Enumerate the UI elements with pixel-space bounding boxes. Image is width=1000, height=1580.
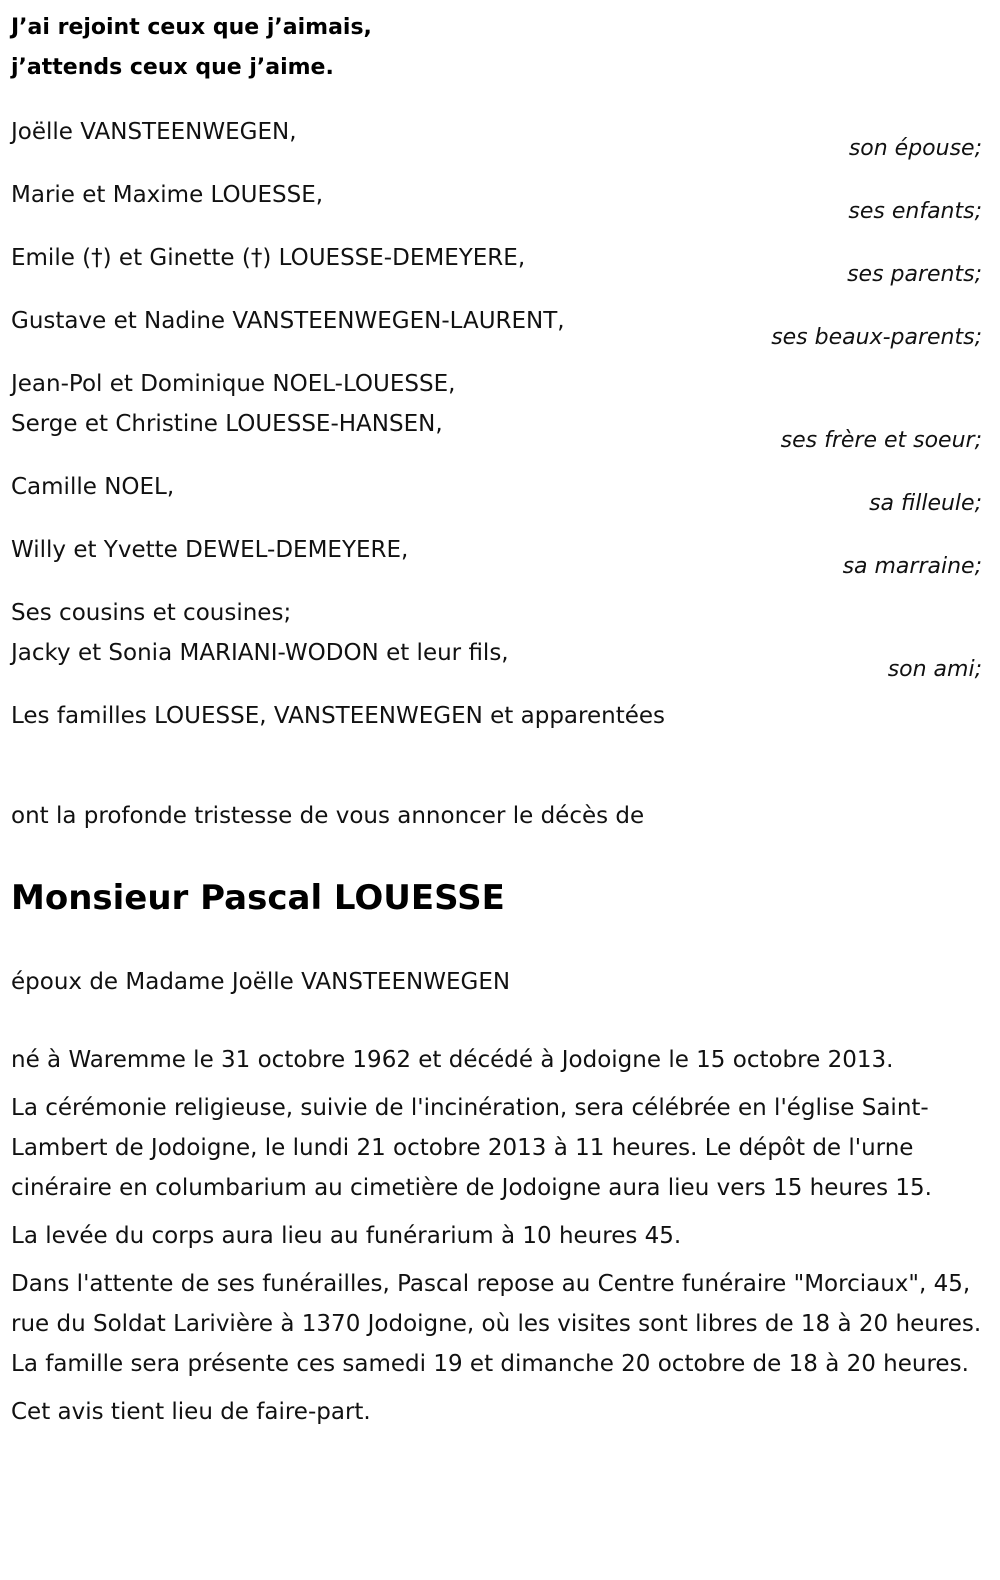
- family-names: Ses cousins et cousines;: [11, 600, 292, 626]
- birth-death-paragraph: né à Waremme le 31 octobre 1962 et décédé à Jodoigne le 15 octobre 2013.: [11, 1047, 894, 1073]
- family-names: Joëlle VANSTEENWEGEN,: [11, 119, 297, 145]
- family-group: [11, 301, 982, 349]
- family-group: [11, 364, 982, 452]
- visitation-paragraph: Dans l'attente de ses funérailles, Pascal repose au Centre funéraire "Morciaux", 45, rue du Soldat Larivière à 1370 Jodoigne, où les visites sont libres de 18 à 20 heures. La famille sera présente ces samedi 19 et dimanche 20 octobre de 18 à 20 heures.: [11, 1271, 982, 1377]
- family-names: Marie et Maxime LOUESSE,: [11, 182, 324, 208]
- family-names: Serge et Christine LOUESSE-HANSEN,: [11, 411, 443, 437]
- family-names: Jacky et Sonia MARIANI-WODON et leur fils,: [11, 640, 509, 666]
- family-relation: ses enfants;: [848, 199, 982, 224]
- family-names: Willy et Yvette DEWEL-DEMEYERE,: [11, 537, 409, 563]
- family-names: Camille NOEL,: [11, 474, 175, 500]
- family-group: [11, 467, 982, 515]
- levee-paragraph: La levée du corps aura lieu au funérarium à 10 heures 45.: [11, 1223, 682, 1249]
- family-group: [11, 530, 982, 578]
- family-group: [11, 238, 982, 286]
- family-names: Jean-Pol et Dominique NOEL-LOUESSE,: [11, 371, 456, 397]
- family-group: [11, 593, 982, 681]
- family-names: Gustave et Nadine VANSTEENWEGEN-LAURENT,: [11, 308, 565, 334]
- family-relation: ses beaux-parents;: [771, 325, 982, 350]
- family-names: Emile (†) et Ginette (†) LOUESSE-DEMEYERE,: [11, 245, 526, 271]
- epitaph-quote: [11, 0, 982, 88]
- deceased-name: Monsieur Pascal LOUESSE: [11, 878, 505, 918]
- family-group: [11, 175, 982, 223]
- families-line: Les familles LOUESSE, VANSTEENWEGEN et apparentées: [11, 703, 665, 729]
- family-relation: sa filleule;: [869, 491, 982, 516]
- quote-line-2: j’attends ceux que j’aime.: [11, 55, 334, 80]
- family-list: [11, 112, 982, 736]
- family-relation: son ami;: [887, 657, 982, 682]
- spouse-line: époux de Madame Joëlle VANSTEENWEGEN: [11, 969, 511, 995]
- family-relation: sa marraine;: [842, 554, 982, 579]
- family-relation: son épouse;: [848, 136, 982, 161]
- family-relation: ses parents;: [847, 262, 982, 287]
- family-relation: ses frère et soeur;: [780, 428, 982, 453]
- family-group: [11, 112, 982, 160]
- quote-line-1: J’ai rejoint ceux que j’aimais,: [11, 15, 372, 40]
- closing-paragraph: Cet avis tient lieu de faire-part.: [11, 1399, 371, 1425]
- announcement: ont la profonde tristesse de vous annoncer le décès de: [11, 803, 645, 829]
- ceremony-paragraph: La cérémonie religieuse, suivie de l'incinération, sera célébrée en l'église Saint-Lambert de Jodoigne, le lundi 21 octobre 2013 à 11 heures. Le dépôt de l'urne cinéraire en columbarium au cimetière de Jodoigne aura lieu vers 15 heures 15.: [11, 1095, 932, 1201]
